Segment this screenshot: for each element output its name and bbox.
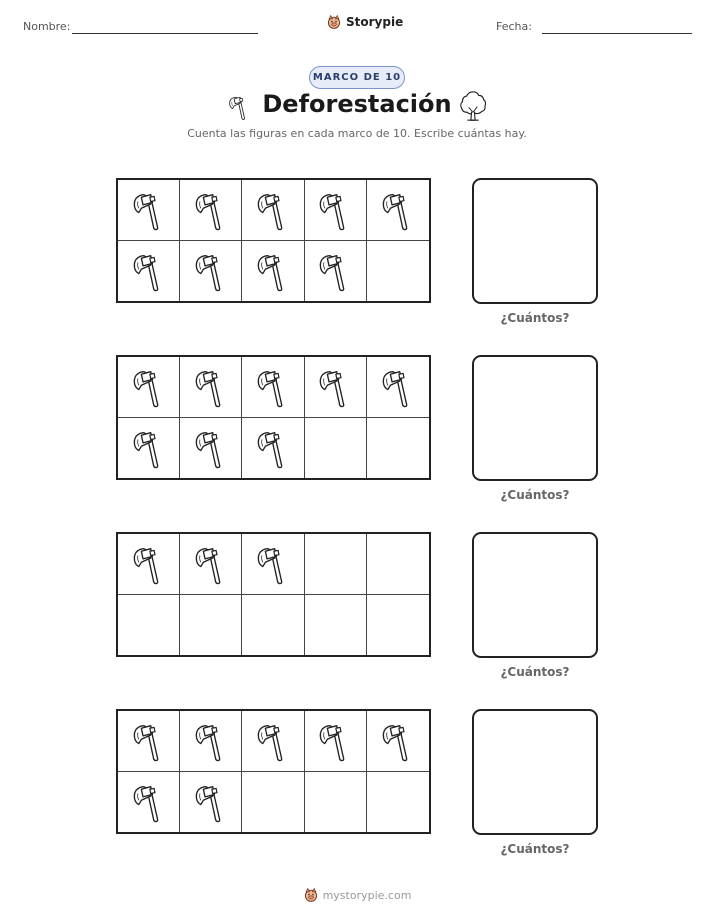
frame-cell	[367, 357, 429, 418]
instructions: Cuenta las figuras en cada marco de 10. Escribe cuántas hay.	[187, 127, 527, 140]
frame-cell	[180, 357, 242, 418]
answer-box-2[interactable]	[472, 355, 598, 481]
axe-icon	[194, 720, 228, 762]
axe-icon	[381, 366, 415, 408]
axe-icon	[194, 366, 228, 408]
frame-cell	[242, 534, 304, 595]
frame-cell	[118, 180, 180, 241]
axe-icon	[381, 720, 415, 762]
axe-icon	[318, 250, 352, 292]
page-title: Deforestación	[262, 90, 452, 118]
frame-cell	[118, 772, 180, 833]
answer-box-4[interactable]	[472, 709, 598, 835]
name-line[interactable]	[72, 33, 258, 34]
axe-icon	[194, 427, 228, 469]
date-line[interactable]	[542, 33, 692, 34]
tree-icon	[458, 89, 488, 123]
axe-icon	[256, 543, 290, 585]
answer-label: ¿Cuántos?	[500, 842, 570, 856]
frame-cell	[118, 241, 180, 302]
ten-frame-1	[116, 178, 431, 303]
frame-cell	[367, 180, 429, 241]
frame-cell	[180, 772, 242, 833]
frame-cell	[118, 711, 180, 772]
frame-cell	[118, 534, 180, 595]
frame-cell	[180, 534, 242, 595]
frame-cell	[242, 711, 304, 772]
axe-icon	[256, 427, 290, 469]
axe-icon	[132, 543, 166, 585]
frame-cell	[242, 357, 304, 418]
date-label: Fecha:	[496, 20, 532, 33]
axe-icon	[256, 189, 290, 231]
axe-icon	[132, 189, 166, 231]
answer-box-3[interactable]	[472, 532, 598, 658]
frame-cell	[305, 180, 367, 241]
frame-cell	[180, 711, 242, 772]
axe-icon	[132, 781, 166, 823]
frame-cell	[367, 711, 429, 772]
ten-frame-3	[116, 532, 431, 657]
axe-icon	[256, 250, 290, 292]
frame-cell	[180, 595, 242, 656]
axe-icon	[318, 366, 352, 408]
axe-icon	[381, 189, 415, 231]
frame-cell	[367, 418, 429, 479]
axe-icon	[256, 366, 290, 408]
frame-cell	[242, 180, 304, 241]
frame-cell	[367, 595, 429, 656]
pig-mascot-icon	[303, 887, 319, 903]
frame-cell	[118, 418, 180, 479]
axe-icon	[194, 250, 228, 292]
ten-frame-4	[116, 709, 431, 834]
axe-icon	[318, 720, 352, 762]
axe-icon	[194, 781, 228, 823]
worksheet-badge: MARCO DE 10	[309, 66, 405, 89]
answer-box-1[interactable]	[472, 178, 598, 304]
frame-cell	[305, 534, 367, 595]
name-label: Nombre:	[23, 20, 71, 33]
brand-logo	[326, 14, 403, 30]
frame-cell	[242, 595, 304, 656]
axe-icon	[318, 189, 352, 231]
frame-cell	[367, 534, 429, 595]
frame-cell	[305, 418, 367, 479]
brand-name: Storypie	[346, 15, 404, 29]
frame-cell	[180, 418, 242, 479]
frame-cell	[242, 241, 304, 302]
frame-cell	[242, 772, 304, 833]
axe-icon	[132, 366, 166, 408]
axe-icon	[132, 720, 166, 762]
footer-url: mystorypie.com	[322, 888, 412, 902]
frame-cell	[367, 772, 429, 833]
frame-cell	[180, 180, 242, 241]
pig-mascot-icon	[326, 14, 342, 30]
answer-label: ¿Cuántos?	[500, 488, 570, 502]
frame-cell	[242, 418, 304, 479]
axe-icon	[132, 250, 166, 292]
frame-cell	[305, 711, 367, 772]
axe-icon	[132, 427, 166, 469]
frame-cell	[305, 357, 367, 418]
axe-icon	[194, 543, 228, 585]
axe-icon	[194, 189, 228, 231]
frame-cell	[305, 595, 367, 656]
ten-frame-2	[116, 355, 431, 480]
frame-cell	[367, 241, 429, 302]
frame-cell	[118, 595, 180, 656]
answer-label: ¿Cuántos?	[500, 665, 570, 679]
frame-cell	[305, 241, 367, 302]
answer-label: ¿Cuántos?	[500, 311, 570, 325]
frame-cell	[180, 241, 242, 302]
frame-cell	[305, 772, 367, 833]
footer	[0, 887, 714, 903]
axe-icon	[256, 720, 290, 762]
frame-cell	[118, 357, 180, 418]
